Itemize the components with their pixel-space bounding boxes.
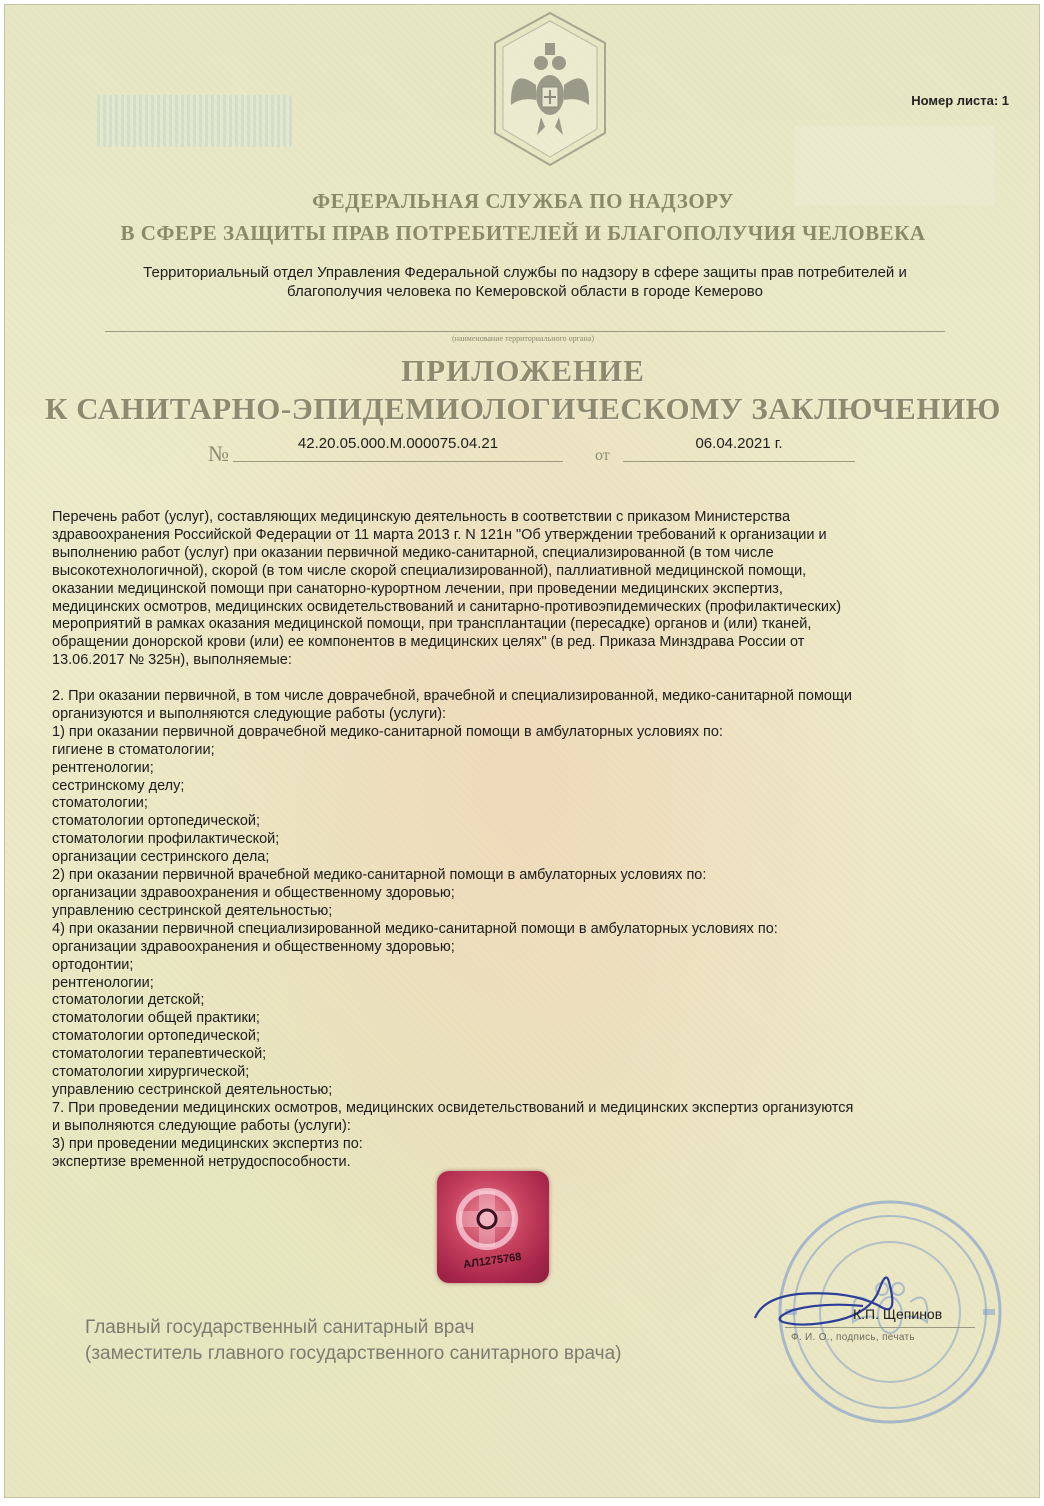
number-underline — [233, 461, 563, 462]
body-line: высокотехнологичной), скорой (в том числе скорой специализированной), паллиативной медицинской помощи, — [52, 562, 807, 579]
list-item: 7. При проведении медицинских осмотров, медицинских освидетельствований и медицинских экспертиз организуются — [52, 1099, 854, 1116]
sheet-number: Номер листа: 1 — [911, 93, 1009, 108]
list-item: и выполняются следующие работы (услуги): — [52, 1117, 351, 1134]
signature — [743, 1260, 943, 1340]
list-item: стоматологии; — [52, 795, 148, 812]
signature-caption: Ф. И. О., подпись, печать — [791, 1332, 915, 1343]
date-label: от — [595, 447, 610, 464]
list-item: стоматологии ортопедической; — [52, 1028, 261, 1045]
document-number: 42.20.05.000.М.000075.04.21 — [297, 435, 499, 452]
territorial-body — [65, 263, 985, 301]
list-item: организации здравоохранения и общественному здоровью; — [52, 938, 455, 955]
hologram-strip — [97, 95, 292, 147]
list-item: стоматологии терапевтической; — [52, 1046, 267, 1063]
body-line: оказании медицинской помощи при санаторно-курортном лечении, при проведении медицинских экспертиз, — [52, 580, 783, 597]
list-item: 2) при оказании первичной врачебной медико-санитарной помощи в амбулаторных условиях по: — [52, 867, 707, 884]
date-underline — [623, 461, 855, 462]
emblem-icon — [475, 5, 625, 175]
list-item: организации здравоохранения и общественному здоровью; — [52, 885, 455, 902]
agency-heading-line2: В СФЕРЕ ЗАЩИТЫ ПРАВ ПОТРЕБИТЕЛЕЙ И БЛАГОПОЛУЧИЯ ЧЕЛОВЕКА — [120, 221, 926, 245]
body-line: Перечень работ (услуг), составляющих медицинскую деятельность в соответствии с приказом Министерства — [52, 509, 791, 525]
body-line: мероприятий в рамках оказания медицинской помощи, при трансплантации (пересадке) органов и (или) тканей, — [52, 616, 812, 633]
list-item: 4) при оказании первичной специализированной медико-санитарной помощи в амбулаторных условиях по: — [52, 920, 778, 937]
document-title-line1: ПРИЛОЖЕНИЕ — [401, 353, 645, 388]
number-label: № — [208, 441, 229, 466]
list-item: стоматологии детской; — [52, 992, 205, 1009]
list-item: управлению сестринской деятельностью; — [52, 902, 333, 919]
intro-paragraph — [52, 509, 1002, 670]
hologram-code: АЛ1275768 — [462, 1250, 523, 1272]
signature-underline — [785, 1327, 975, 1328]
document-date: 06.04.2021 г. — [695, 435, 783, 452]
territorial-body-line2: благополучия человека по Кемеровской области в городе Кемерово — [287, 283, 763, 300]
list-item: сестринскому делу; — [52, 777, 185, 794]
list-item: организуются и выполняются следующие работы (услуги): — [52, 705, 447, 722]
body-line: выполнению работ (услуг) при оказании первичной медико-санитарной, специализированной (в том числе — [52, 544, 774, 561]
document-body — [52, 509, 1002, 1172]
list-item: экспертизе временной нетрудоспособности. — [52, 1153, 351, 1170]
territorial-body-line1: Территориальный отдел Управления Федеральной службы по надзору в сфере защиты прав потребителей и — [143, 264, 907, 281]
list-item: 2. При оказании первичной, в том числе доврачебной, врачебной и специализированной, медико-санитарной помощи — [52, 688, 853, 705]
list-item: 1) при оказании первичной доврачебной медико-санитарной помощи в амбулаторных условиях по: — [52, 723, 723, 740]
body-line: здравоохранения Российской Федерации от 11 марта 2013 г. N 121н "Об утверждении требований к организации и — [52, 526, 827, 543]
list-item: гигиене в стоматологии; — [52, 741, 215, 758]
list-item: 3) при проведении медицинских экспертиз по: — [52, 1135, 363, 1152]
document-page — [4, 4, 1040, 1498]
list-item: рентгенологии; — [52, 759, 154, 776]
list-item: стоматологии хирургической; — [52, 1064, 250, 1081]
list-item: стоматологии общей практики; — [52, 1010, 260, 1027]
services-list — [52, 688, 1002, 1171]
list-item: рентгенологии; — [52, 974, 154, 991]
divider — [105, 331, 945, 332]
list-item: управлению сестринской деятельностью; — [52, 1081, 333, 1098]
list-item: ортодонтии; — [52, 956, 134, 973]
document-title-line2: К САНИТАРНО-ЭПИДЕМИОЛОГИЧЕСКОМУ ЗАКЛЮЧЕНИЮ — [45, 391, 1001, 426]
list-item: стоматологии ортопедической; — [52, 813, 261, 830]
agency-heading-line1: ФЕДЕРАЛЬНАЯ СЛУЖБА ПО НАДЗОРУ — [312, 189, 734, 213]
territorial-body-caption: (наименование территориального органа) — [452, 334, 594, 343]
body-line: 13.06.2017 № 325н), выполняемые: — [52, 652, 292, 669]
list-item: организации сестринского дела; — [52, 849, 270, 866]
body-line: обращении донорской крови (или) ее компонентов в медицинских целях" (в ред. Приказа Минздрава России от — [52, 634, 805, 651]
list-item: стоматологии профилактической; — [52, 831, 280, 848]
official-position-line1: Главный государственный санитарный врач — [85, 1317, 475, 1338]
official-position-line2: (заместитель главного государственного санитарного врача) — [85, 1343, 622, 1364]
signer-name: К.П. Щепинов — [853, 1306, 943, 1322]
body-line: медицинских осмотров, медицинских освидетельствований и санитарно-противоэпидемических (профилактических) — [52, 598, 842, 615]
